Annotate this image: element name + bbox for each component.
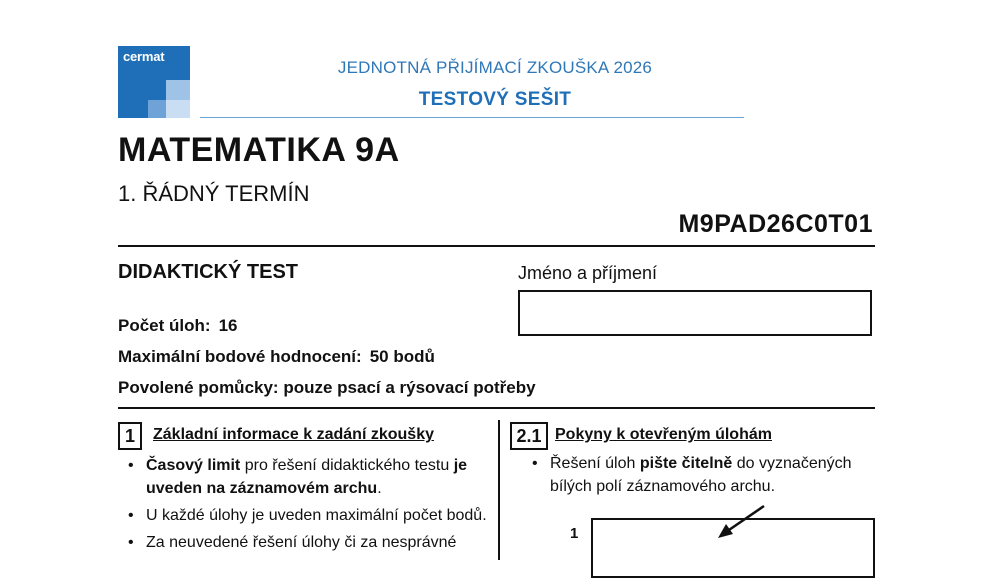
allowed-tools: Povolené pomůcky: pouze psací a rýsovací potřeby	[118, 378, 536, 397]
list-item	[526, 452, 881, 498]
list-item	[122, 454, 494, 500]
task-count-label: Počet úloh:	[118, 316, 211, 335]
bullet-icon: •	[128, 507, 134, 524]
test-code: M9PAD26C0T01	[678, 210, 873, 238]
bold-text: Časový limit	[146, 457, 241, 474]
section-number-box: 1	[118, 422, 142, 450]
exam-header-title: TESTOVÝ SEŠIT	[418, 89, 572, 110]
name-field[interactable]	[518, 290, 872, 336]
term-label: 1. ŘÁDNÝ TERMÍN	[118, 181, 310, 206]
arrow-icon	[712, 500, 772, 542]
text: Za neuvedené řešení úlohy či za nesprávné	[146, 534, 457, 551]
max-score-value: 50 bodů	[369, 347, 435, 366]
task-count	[118, 316, 237, 336]
logo-square	[166, 80, 190, 100]
header-divider	[200, 117, 744, 118]
text: Řešení úloh	[550, 455, 640, 472]
max-score	[118, 347, 435, 367]
task-count-value: 16	[218, 316, 238, 335]
bullet-icon: •	[128, 534, 134, 551]
name-field-label: Jméno a příjmení	[518, 263, 658, 283]
list-item	[122, 504, 494, 527]
bold-text: je uveden na záznamovém archu	[146, 457, 468, 497]
section-divider	[118, 245, 875, 247]
text: do vyznačených bílých polí záznamového archu.	[550, 455, 852, 495]
instruction-list	[122, 454, 494, 558]
page-title: MATEMATIKA 9A	[118, 131, 400, 169]
logo-square	[148, 100, 166, 118]
column-divider	[498, 420, 500, 560]
section-heading: Základní informace k zadání zkoušky	[153, 426, 434, 443]
example-answer-label: 1	[570, 525, 579, 542]
list-item	[122, 531, 494, 554]
bold-text: pište čitelně	[639, 455, 733, 472]
logo-square	[166, 100, 190, 118]
bullet-icon: •	[532, 455, 538, 472]
max-score-label: Maximální bodové hodnocení:	[118, 347, 362, 366]
section-number-box: 2.1	[510, 422, 548, 450]
section-divider	[118, 407, 875, 409]
cermat-logo	[118, 46, 190, 118]
instruction-list	[526, 452, 881, 502]
logo-text: cermat	[123, 49, 165, 64]
exam-header-subtitle: JEDNOTNÁ PŘIJÍMACÍ ZKOUŠKA 2026	[337, 58, 653, 77]
text: .	[377, 480, 382, 497]
section-title: DIDAKTICKÝ TEST	[118, 261, 298, 283]
section-heading: Pokyny k otevřeným úlohám	[555, 426, 772, 443]
text: pro řešení didaktického testu	[240, 457, 450, 474]
text: U každé úlohy je uveden maximální počet bodů.	[146, 507, 487, 524]
bullet-icon: •	[128, 457, 134, 474]
